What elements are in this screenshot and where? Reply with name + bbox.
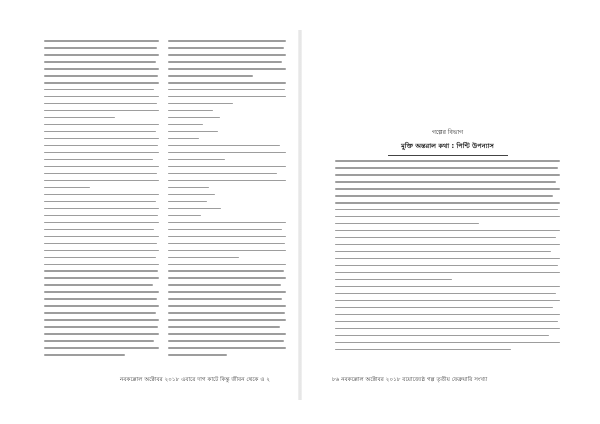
text-line: [44, 152, 159, 154]
text-line: [44, 326, 158, 328]
text-line: [168, 291, 286, 293]
text-line: [44, 215, 158, 217]
text-line: [168, 257, 239, 259]
story-title: মুক্তি অন্তরাল কথা : পিন্টি উপন্যাস: [401, 142, 494, 150]
text-line: [44, 201, 156, 203]
text-line: [168, 347, 286, 349]
text-line: [335, 314, 560, 316]
text-line: [335, 307, 553, 309]
text-line: [335, 202, 560, 204]
text-line: [335, 300, 560, 302]
text-line: [168, 319, 286, 321]
text-line: [44, 284, 153, 286]
text-line: [168, 159, 225, 161]
text-line: [44, 257, 156, 259]
text-line: [335, 195, 553, 197]
text-line: [168, 270, 284, 272]
text-line: [44, 96, 159, 98]
text-line: [335, 279, 452, 281]
text-line: [168, 298, 282, 300]
text-line: [168, 124, 203, 126]
text-line: [335, 160, 560, 162]
text-line: [44, 131, 156, 133]
text-line: [44, 243, 157, 245]
left-column-1: [44, 40, 159, 361]
text-line: [335, 181, 556, 183]
text-line: [168, 152, 286, 154]
text-line: [44, 333, 159, 335]
text-line: [44, 277, 159, 279]
text-line: [168, 340, 284, 342]
text-line: [168, 61, 282, 63]
text-line: [168, 201, 207, 203]
text-line: [335, 216, 560, 218]
text-line: [44, 222, 159, 224]
text-line: [44, 54, 159, 56]
text-line: [44, 312, 156, 314]
text-line: [335, 335, 549, 337]
text-line: [44, 47, 157, 49]
text-line: [44, 103, 157, 105]
text-line: [44, 229, 154, 231]
left-column-2: [168, 40, 286, 361]
text-line: [335, 293, 556, 295]
left-page-footer: নবকল্লোল অক্টোবর ২০১৮ এবারে দাগ কাটে কিন্তু জীবন থেকে ও ২: [120, 377, 270, 383]
text-line: [168, 229, 282, 231]
text-line: [44, 145, 158, 147]
text-line: [168, 222, 286, 224]
story-heading: [335, 127, 560, 156]
text-line: [168, 326, 280, 328]
text-line: [168, 82, 286, 84]
text-line: [44, 110, 159, 112]
text-line: [44, 75, 158, 77]
text-line: [44, 187, 90, 189]
text-line: [335, 328, 560, 330]
text-line: [44, 236, 159, 238]
text-line: [335, 244, 560, 246]
section-label: গল্পের বিভাগ: [431, 129, 464, 136]
text-line: [168, 284, 281, 286]
text-line: [168, 354, 227, 356]
text-line: [44, 89, 154, 91]
text-line: [168, 243, 285, 245]
text-line: [168, 138, 199, 140]
text-line: [335, 230, 560, 232]
text-line: [44, 61, 156, 63]
heading-rule: [388, 155, 508, 156]
text-line: [44, 159, 153, 161]
text-line: [335, 272, 560, 274]
text-line: [335, 258, 560, 260]
text-line: [44, 208, 159, 210]
text-line: [44, 138, 159, 140]
text-line: [44, 319, 159, 321]
text-line: [168, 180, 286, 182]
right-page-footer: ৮৬ নবকল্লোল অক্টোবর ২০১৮ বয়োজ্যেষ্ঠ গল্প তৃতীয় ফেব্রুয়ারি সংখ্যা: [332, 377, 488, 383]
text-line: [44, 250, 159, 252]
text-line: [168, 110, 213, 112]
text-line: [44, 166, 159, 168]
text-line: [44, 68, 159, 70]
text-line: [168, 96, 286, 98]
text-line: [168, 145, 280, 147]
text-line: [335, 167, 558, 169]
text-line: [335, 223, 479, 225]
text-line: [168, 54, 286, 56]
text-line: [168, 68, 286, 70]
text-line: [335, 174, 560, 176]
text-line: [335, 237, 556, 239]
text-line: [168, 131, 218, 133]
text-line: [44, 82, 159, 84]
text-line: [44, 40, 159, 42]
text-line: [44, 291, 159, 293]
text-line: [44, 270, 158, 272]
text-line: [168, 187, 209, 189]
text-line: [44, 354, 125, 356]
text-line: [168, 75, 253, 77]
text-line: [168, 89, 285, 91]
text-line: [44, 124, 159, 126]
text-line: [44, 298, 157, 300]
text-line: [168, 277, 286, 279]
text-line: [335, 321, 558, 323]
text-line: [335, 342, 560, 344]
text-line: [168, 194, 215, 196]
text-line: [168, 166, 286, 168]
text-line: [168, 103, 233, 105]
text-line: [168, 305, 286, 307]
text-line: [168, 264, 286, 266]
text-line: [44, 340, 154, 342]
text-line: [168, 250, 286, 252]
text-line: [168, 208, 221, 210]
text-line: [168, 333, 286, 335]
text-line: [168, 117, 220, 119]
text-line: [44, 194, 159, 196]
text-line: [44, 117, 115, 119]
text-line: [44, 173, 157, 175]
text-line: [168, 173, 277, 175]
text-line: [168, 40, 286, 42]
right-page: [300, 0, 600, 424]
text-line: [335, 188, 560, 190]
text-line: [335, 251, 551, 253]
text-line: [168, 215, 201, 217]
text-line: [335, 209, 558, 211]
text-line: [44, 180, 159, 182]
text-line: [168, 312, 285, 314]
text-line: [44, 347, 159, 349]
text-line: [335, 286, 560, 288]
text-line: [168, 47, 284, 49]
text-line: [335, 265, 558, 267]
text-line: [335, 349, 511, 351]
text-line: [44, 264, 159, 266]
text-line: [44, 305, 159, 307]
text-line: [168, 236, 286, 238]
right-column: [335, 160, 560, 356]
